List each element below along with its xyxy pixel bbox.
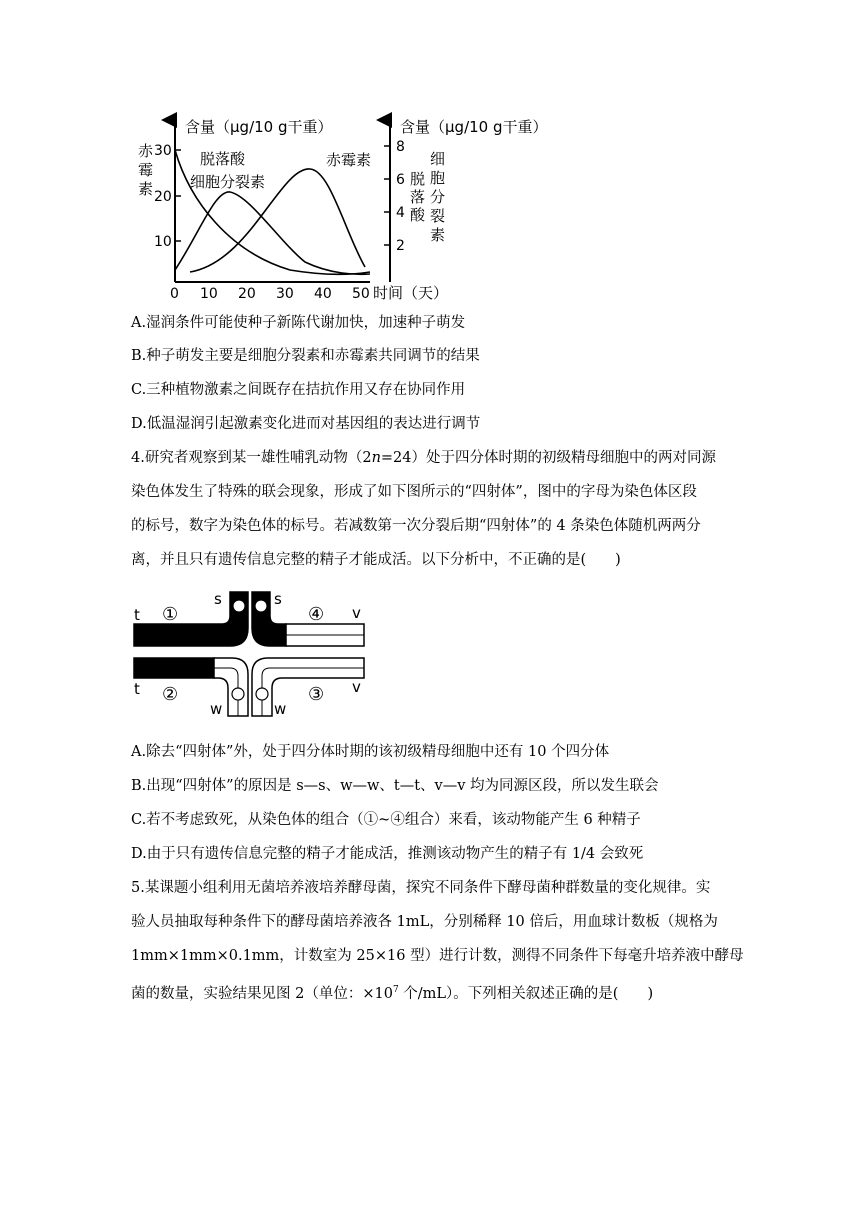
- right-tick-8: 8: [396, 139, 405, 155]
- q4-stem-line2: 染色体发生了特殊的联会现象，形成了如下图所示的“四射体”，图中的字母为染色体区段: [131, 484, 697, 500]
- x-tick-0: 0: [170, 286, 179, 302]
- left-tick-10: 10: [154, 234, 172, 250]
- label-s-right: s: [274, 590, 282, 608]
- label-chromosome-2: ②: [162, 684, 179, 705]
- q3-option-d: D.低温湿润引起激素变化进而对基因组的表达进行调节: [131, 416, 481, 432]
- q4-stem-line1: 4.研究者观察到某一雄性哺乳动物（2n=24）处于四分体时期的初级精母细胞中的两对同源: [131, 450, 717, 466]
- q4-stem-line3: 的标号，数字为染色体的标号。若减数第一次分裂后期“四射体”的 4 条染色体随机两两分: [131, 518, 701, 534]
- right-axis-label2-2: 落: [410, 188, 426, 206]
- q3-option-c: C.三种植物激素之间既存在拮抗作用又存在协同作用: [131, 382, 466, 398]
- label-chromosome-1: ①: [162, 604, 179, 625]
- right-axis-label2-3: 酸: [410, 206, 426, 224]
- q4-option-d: D.由于只有遗传信息完整的精子才能成活，推测该动物产生的精子有 1/4 会致死: [131, 846, 644, 862]
- right-axis-label-1: 细: [430, 150, 446, 168]
- right-tick-4: 4: [396, 205, 405, 221]
- x-tick-40: 40: [314, 286, 332, 302]
- chromosome-2: [134, 658, 214, 678]
- left-axis-label-2: 霉: [138, 161, 154, 179]
- x-tick-50: 50: [352, 286, 370, 302]
- q5-stem-line3: 1mm×1mm×0.1mm，计数室为 25×16 型）进行计数，测得不同条件下每毫升培养液中酵母: [131, 948, 744, 964]
- right-axis-label-4: 裂: [430, 207, 446, 225]
- q5-stem-line2: 验人员抽取每种条件下的酵母菌培养液各 1mL，分别稀释 10 倍后，用血球计数板（规格为: [131, 914, 718, 930]
- q4-stem-line4: 离，并且只有遗传信息完整的精子才能成活。以下分析中，不正确的是( ): [131, 552, 621, 568]
- x-tick-30: 30: [276, 286, 294, 302]
- q5-stem-line4: 菌的数量，实验结果见图 2（单位：$\times 10^7$ 个/mL）。下列相关叙述正确的是( ): [131, 985, 654, 1002]
- left-axis-title: 含量（μg/10 g干重）: [185, 118, 333, 136]
- x-tick-20: 20: [238, 286, 256, 302]
- label-v-bottom: v: [352, 678, 361, 696]
- right-tick-2: 2: [396, 238, 405, 254]
- left-axis-label-3: 素: [138, 180, 154, 198]
- right-axis-label-5: 素: [430, 226, 446, 244]
- q4-option-b: B.出现“四射体”的原因是 s—s、w—w、t—t、v—v 均为同源区段，所以发生联会: [131, 778, 659, 794]
- curve-label-abscisic-acid: 脱落酸: [200, 150, 246, 168]
- label-s-left: s: [214, 590, 222, 608]
- hormone-content-figure: [130, 112, 590, 302]
- left-tick-20: 20: [154, 189, 172, 205]
- x-tick-10: 10: [200, 286, 218, 302]
- curve-label-cytokinin: 细胞分裂素: [190, 173, 266, 191]
- right-axis-label-2: 胞: [430, 169, 446, 187]
- q4-option-a: A.除去“四射体”外，处于四分体时期的该初级精母细胞中还有 10 个四分体: [131, 744, 610, 760]
- right-axis-label2-1: 脱: [410, 170, 426, 188]
- x-axis-label: 时间（天）: [373, 284, 449, 302]
- label-t-top: t: [134, 606, 140, 624]
- q5-stem-line1: 5.某课题小组利用无菌培养液培养酵母菌，探究不同条件下酵母菌种群数量的变化规律。实: [131, 880, 711, 896]
- quadrivalent-figure: [130, 588, 370, 722]
- right-axis-label-3: 分: [430, 188, 446, 206]
- q4-option-c: C.若不考虑致死，从染色体的组合（①~④组合）来看，该动物能产生 6 种精子: [131, 812, 641, 828]
- chromosome-1: [134, 592, 248, 646]
- label-v-top: v: [352, 604, 361, 622]
- q3-option-a: A.湿润条件可能使种子新陈代谢加快，加速种子萌发: [131, 315, 466, 331]
- label-w-left: w: [210, 700, 223, 718]
- abscisic-cytokinin-curve: [175, 192, 370, 274]
- label-w-right: w: [274, 700, 287, 718]
- label-chromosome-4: ④: [308, 604, 325, 625]
- curve-label-gibberellin: 赤霉素: [326, 151, 372, 169]
- right-tick-6: 6: [396, 172, 405, 188]
- q3-option-b: B.种子萌发主要是细胞分裂素和赤霉素共同调节的结果: [131, 348, 480, 364]
- left-tick-30: 30: [154, 143, 172, 159]
- label-chromosome-3: ③: [308, 684, 325, 705]
- label-t-bottom: t: [134, 680, 140, 698]
- right-axis-title: 含量（μg/10 g干重）: [400, 118, 548, 136]
- left-axis-label-1: 赤: [138, 142, 154, 160]
